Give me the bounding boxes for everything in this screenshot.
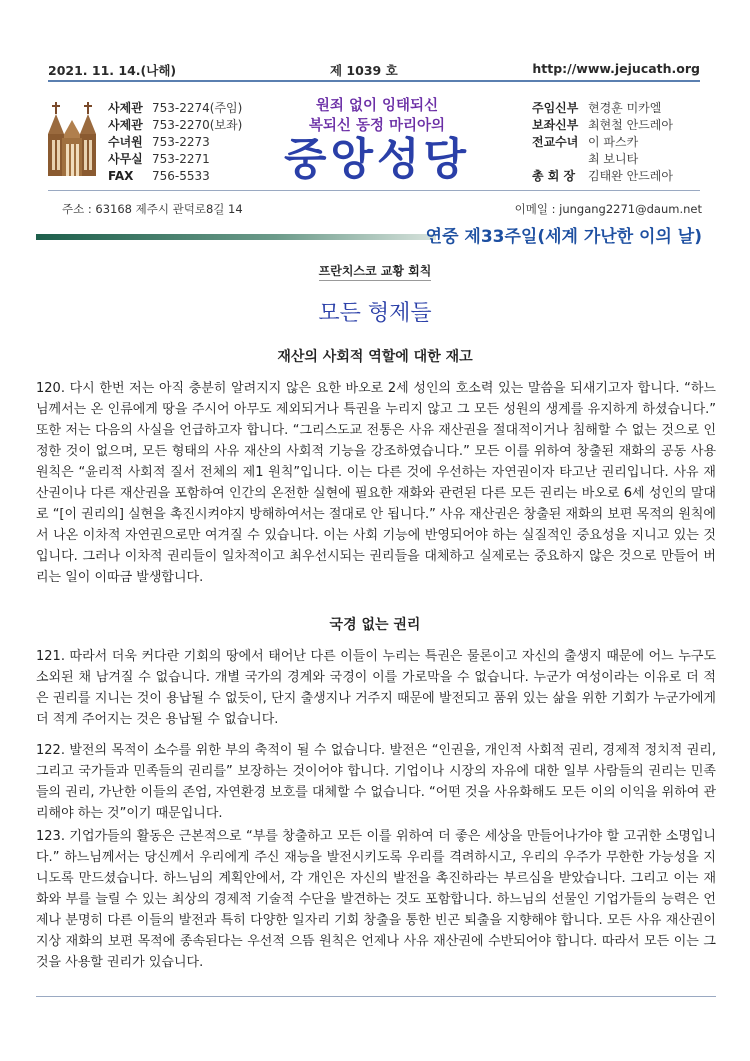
- footer-divider: [36, 996, 716, 997]
- accent-band: [36, 234, 436, 240]
- clergy-row: 주임신부 현경훈 미카엘: [532, 101, 662, 115]
- document-title: 모든 형제들: [318, 301, 432, 326]
- website-link[interactable]: http://www.jejucath.org: [532, 61, 700, 76]
- contact-row: 사제관 753-2274(주임): [108, 101, 243, 115]
- contact-list: [108, 100, 242, 185]
- clergy-list: [532, 100, 673, 185]
- paragraph: 123. 기업가들의 활동은 근본적으로 “부를 창출하고 모든 이를 위하여 더 좋은 세상을 만들어나가야 할 고귀한 소명입니다.” 하느님께서는 당신께서 우리에게 주신 재능을 발전시키도록 우리를 격려하시고, 우리의 우주가 무한한 가능성을 지니도록 만드셨습니다. 하느님의 계획안에서, 각 개인은 자신의 발전을 촉진하라는 부르심을 받았습니다. 그리고 이는 재화와 부를 늘릴 수 있는 최상의 경제적 기술적 수단을 발견하는 것도 포함합니다. 하느님의 선물인 기업가들의 능력은 언제나 분명히 다른 이들의 발전과 특히 다양한 일자리 기회 창출을 통한 빈곤 퇴출을 지향해야 합니다. 모든 사유 재산권이 지상 재화의 보편 목적에 종속된다는 우선적 으뜸 원칙은 언제나 사유 재산권에 수반되어야 합니다. 따라서 모든 이는 그것을 사용할 권리가 있습니다.: [36, 829, 716, 970]
- address: 주소 : 63168 제주시 관덕로8길 14: [62, 202, 243, 216]
- church-building-icon: [44, 100, 100, 178]
- clergy-row: 총 회 장 김태완 안드레아: [532, 169, 673, 183]
- liturgical-sunday: 연중 제33주일(세계 가난한 이의 날): [425, 227, 702, 247]
- email[interactable]: 이메일 : jungang2271@daum.net: [514, 202, 702, 216]
- top-bar: [48, 58, 700, 80]
- section-heading: 재산의 사회적 역할에 대한 재고: [277, 349, 473, 365]
- contact-row: 사무실 753-2271: [108, 152, 210, 166]
- paragraph: 122. 발전의 목적이 소수를 위한 부의 축적이 될 수 없습니다. 발전은 “인권을, 개인적 사회적 권리, 경제적 정치적 권리, 그리고 국가들과 민족들의 권리를” 보장하는 것이어야 합니다. 기업이나 시장의 자유에 대한 일부 사람들의 권리는 민족들의 권리, 가난한 이들의 존엄, 자연환경 보호를 대체할 수 없습니다. “어떤 것을 사유화해도 모든 이의 이익을 위하여 관리해야 하는 것”이기 때문입니다.: [36, 743, 716, 821]
- clergy-row: 최 보니타: [588, 152, 639, 166]
- document-subtitle: 프란치스코 교황 회칙: [0, 262, 750, 279]
- paragraph: 120. 다시 한번 저는 아직 충분히 알려지지 않은 요한 바오로 2세 성인의 호소력 있는 말씀을 되새기고자 합니다. “하느님께서는 온 인류에게 땅을 주시어 아무도 제외되거나 특권을 누리지 않고 그 모든 성원의 생계를 유지하게 하셨습니다.” 또한 저는 다음의 사실을 언급하고자 합니다. “그리스도교 전통은 사유 재산권을 절대적이거나 침해할 수 없는 것으로 인정한 것이 없으며, 모든 형태의 사유 재산의 사회적 기능을 강조하였습니다.” 모든 이를 위하여 창출된 재화의 공동 사용 원칙은 “윤리적 사회적 질서 전체의 제1 원칙”입니다. 이는 다른 것에 우선하는 자연권이자 타고난 권리입니다. 사유 재산권이나 다른 재산권을 포함하여 인간의 온전한 실현에 필요한 재화와 관련된 다른 모든 권리는 바오로 6세 성인의 말대로 “[이 권리의] 실현을 촉진시켜야지 방해하여서는 절대로 안 됩니다.” 사유 재산권은 창출된 재화의 보편 목적의 원칙에서 나온 이차적 자연권으로만 여겨질 수 있습니다. 이는 사회 기능에 반영되어야 하는 실질적인 중요성을 지니고 있는 것입니다. 그러나 이차적 권리들이 일차적이고 최우선시되는 권리들을 대체하고 실제로는 중요하지 않은 것으로 만들어 버리는 일이 이따금 발생합니다.: [36, 381, 716, 585]
- paragraph: 121. 따라서 더욱 커다란 기회의 땅에서 태어난 다른 이들이 누리는 특권은 물론이고 자신의 출생지 때문에 어느 누구도 소외된 채 남겨질 수 없습니다. 개별 국가의 경계와 국경이 이를 가로막을 수 없습니다. 누군가 여성이라는 이유로 더 적은 권리를 지니는 것이 용납될 수 없듯이, 단지 출생지나 거주지 때문에 발전되고 품위 있는 삶을 위한 기회가 누군가에게 더 적게 주어지는 것은 용납될 수 없습니다.: [36, 649, 716, 727]
- section-heading: 국경 없는 권리: [329, 617, 421, 633]
- contact-row: 수녀원 753-2273: [108, 135, 210, 149]
- issue-number: 제 1039 호: [330, 63, 398, 78]
- clergy-row: 보좌신부 최현철 안드레아: [532, 118, 673, 132]
- top-divider: [48, 80, 700, 82]
- contact-row: 사제관 753-2270(보좌): [108, 118, 243, 132]
- parish-tagline: 원죄 없이 잉태되신 복되신 동정 마리아의: [308, 98, 446, 134]
- clergy-row: 전교수녀 이 파스카: [532, 135, 639, 149]
- masthead-title: 중앙성당: [283, 134, 470, 185]
- contact-row: FAX 756-5533: [108, 169, 210, 183]
- bulletin-date: 2021. 11. 14.(나해): [48, 63, 177, 78]
- header-divider: [48, 190, 700, 191]
